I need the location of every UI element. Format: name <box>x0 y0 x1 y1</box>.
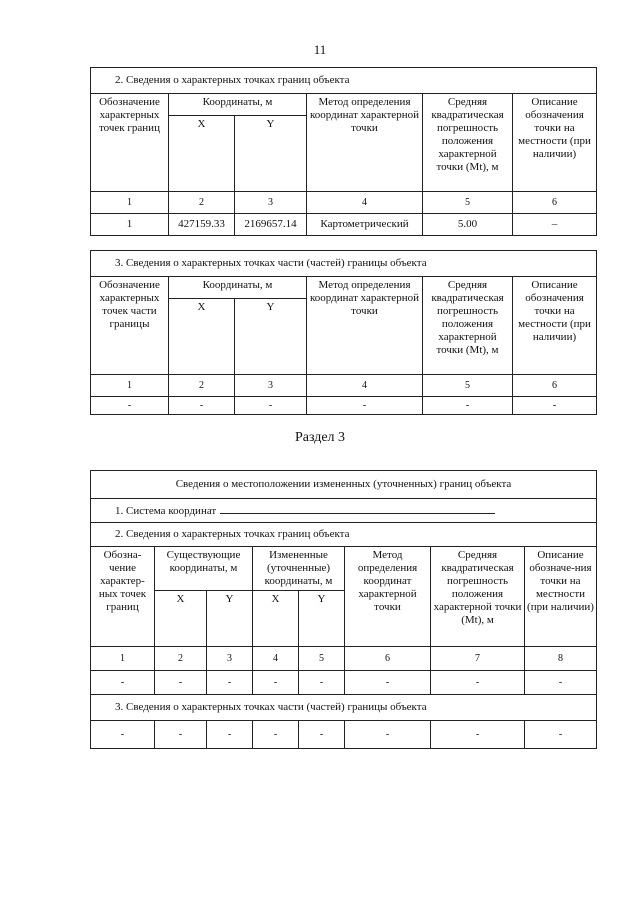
cell: - <box>431 721 525 749</box>
col-num: 4 <box>307 192 423 214</box>
column-numbers-row <box>91 192 597 214</box>
header-description: Описание обозначе-ния точки на местности (при наличии) <box>525 547 597 647</box>
cell: - <box>299 671 345 695</box>
header-changed-x: X <box>253 591 299 647</box>
header-designation: Обозначение характерных точек части границы <box>91 277 169 375</box>
cell-method: - <box>307 397 423 415</box>
table-row <box>91 214 597 236</box>
cell-method: Картометрический <box>307 214 423 236</box>
header-description: Описание обозначения точки на местности (при наличии) <box>513 94 597 192</box>
section-title: Раздел 3 <box>294 430 346 445</box>
cell: - <box>155 671 207 695</box>
header-accuracy: Средняя квадратическая погрешность положения характерной точки (Mt), м <box>431 547 525 647</box>
header-coordinates: Координаты, м <box>169 94 307 116</box>
cell: - <box>345 721 431 749</box>
table-row <box>91 721 597 749</box>
column-numbers-row <box>91 375 597 397</box>
column-numbers-row <box>91 647 597 671</box>
col-num: 5 <box>423 375 513 397</box>
boundary-part-points-table <box>90 250 597 415</box>
header-accuracy: Средняя квадратическая погрешность положения характерной точки (Mt), м <box>423 94 513 192</box>
header-existing-x: X <box>155 591 207 647</box>
changed-boundaries-table <box>90 470 597 749</box>
cell-y: 2169657.14 <box>235 214 307 236</box>
header-accuracy: Средняя квадратическая погрешность положения характерной точки (Mt), м <box>423 277 513 375</box>
header-x: X <box>169 116 235 192</box>
col-num: 2 <box>169 375 235 397</box>
boundary-points-table <box>90 67 597 236</box>
subtitle-boundary-points: 2. Сведения о характерных точках границ объекта <box>91 523 597 547</box>
cell: - <box>91 721 155 749</box>
cell-x: - <box>169 397 235 415</box>
col-num: 5 <box>423 192 513 214</box>
col-num: 8 <box>525 647 597 671</box>
cell: - <box>207 721 253 749</box>
subtitle-part-points: 3. Сведения о характерных точках части (частей) границы объекта <box>91 695 597 721</box>
cell-point-id: - <box>91 397 169 415</box>
coord-system-blank <box>220 503 495 514</box>
col-num: 7 <box>431 647 525 671</box>
col-num: 6 <box>513 375 597 397</box>
header-changed-y: Y <box>299 591 345 647</box>
col-num: 3 <box>235 375 307 397</box>
cell-accuracy: - <box>423 397 513 415</box>
coord-system-row <box>91 499 597 523</box>
col-num: 6 <box>345 647 431 671</box>
header-method: Метод определения координат характерной точки <box>307 277 423 375</box>
header-designation: Обозна-чение характер-ных точек границ <box>91 547 155 647</box>
table-title: Сведения о местоположении измененных (уточненных) границ объекта <box>91 471 597 499</box>
page-number: 11 <box>313 42 327 57</box>
header-changed-coordinates: Измененные (уточненные) координаты, м <box>253 547 345 591</box>
header-existing-y: Y <box>207 591 253 647</box>
col-num: 6 <box>513 192 597 214</box>
header-designation: Обозначение характерных точек границ <box>91 94 169 192</box>
header-coordinates: Координаты, м <box>169 277 307 299</box>
cell-accuracy: 5.00 <box>423 214 513 236</box>
cell: - <box>91 671 155 695</box>
header-y: Y <box>235 299 307 375</box>
cell-description: – <box>513 214 597 236</box>
cell: - <box>525 721 597 749</box>
cell: - <box>155 721 207 749</box>
col-num: 3 <box>207 647 253 671</box>
table-row <box>91 397 597 415</box>
header-method: Метод определения координат характерной точки <box>307 94 423 192</box>
cell: - <box>253 721 299 749</box>
col-num: 4 <box>307 375 423 397</box>
col-num: 1 <box>91 192 169 214</box>
col-num: 4 <box>253 647 299 671</box>
cell: - <box>207 671 253 695</box>
table-row <box>91 671 597 695</box>
cell-y: - <box>235 397 307 415</box>
cell-point-id: 1 <box>91 214 169 236</box>
header-y: Y <box>235 116 307 192</box>
header-method: Метод определения координат характерной точки <box>345 547 431 647</box>
col-num: 2 <box>169 192 235 214</box>
cell: - <box>253 671 299 695</box>
header-existing-coordinates: Существующие координаты, м <box>155 547 253 591</box>
col-num: 1 <box>91 375 169 397</box>
col-num: 1 <box>91 647 155 671</box>
col-num: 5 <box>299 647 345 671</box>
table-title: 2. Сведения о характерных точках границ объекта <box>91 68 597 94</box>
cell: - <box>345 671 431 695</box>
cell: - <box>299 721 345 749</box>
coord-system-label: 1. Система координат <box>115 505 217 517</box>
col-num: 2 <box>155 647 207 671</box>
header-description: Описание обозначения точки на местности (при наличии) <box>513 277 597 375</box>
cell-x: 427159.33 <box>169 214 235 236</box>
cell: - <box>525 671 597 695</box>
cell: - <box>431 671 525 695</box>
col-num: 3 <box>235 192 307 214</box>
header-x: X <box>169 299 235 375</box>
cell-description: - <box>513 397 597 415</box>
table-title: 3. Сведения о характерных точках части (частей) границы объекта <box>91 251 597 277</box>
